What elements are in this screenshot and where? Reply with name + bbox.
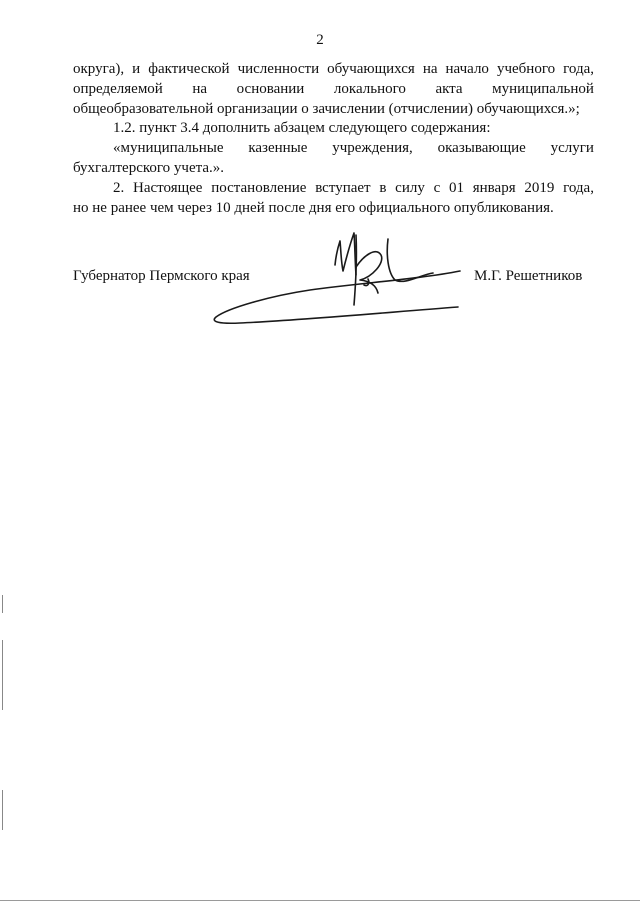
word: фактической — [148, 61, 230, 77]
word: 2019 — [524, 179, 555, 196]
word: численности — [237, 61, 320, 77]
signatory-title: Губернатор Пермского края — [73, 268, 250, 284]
word: 2. — [113, 179, 125, 196]
paragraph-3-line-2: бухгалтерского учета.». — [73, 159, 225, 176]
scan-margin-mark — [2, 595, 3, 613]
word: учебного — [496, 61, 556, 77]
word: определяемой — [73, 80, 163, 97]
word: основании — [236, 80, 305, 97]
word: локального — [333, 80, 406, 97]
word: с — [433, 179, 441, 196]
word: начало — [445, 61, 489, 77]
word: округа), — [73, 61, 125, 77]
paragraph-1-line-3: общеобразовательной организации о зачислении (отчислении) обучающихся.»; — [73, 100, 580, 117]
word: муниципальной — [492, 80, 594, 97]
word: «муниципальные — [113, 140, 224, 157]
word: и — [132, 61, 141, 77]
word: на — [192, 80, 208, 97]
paragraph-2-line-1: 1.2. пункт 3.4 дополнить абзацем следующего содержания: — [113, 120, 491, 137]
handwritten-signature — [200, 225, 480, 335]
word: силу — [395, 179, 425, 196]
paragraph-4-line-2: но не ранее чем через 10 дней после дня его официального опубликования. — [73, 199, 554, 216]
word: учреждения, — [332, 140, 413, 157]
word: января — [472, 179, 516, 196]
word: вступает — [315, 179, 371, 196]
word: года, — [563, 61, 594, 77]
word: акта — [435, 80, 463, 97]
page-bottom-edge — [0, 900, 640, 901]
word: года, — [563, 179, 594, 196]
word: постановление — [211, 179, 307, 196]
word: обучающихся — [327, 61, 415, 77]
word: Настоящее — [132, 179, 203, 196]
word: в — [379, 179, 387, 196]
word: оказывающие — [437, 140, 526, 157]
scan-margin-mark — [2, 640, 3, 710]
word: на — [422, 61, 438, 77]
signatory-name: М.Г. Решетников — [474, 268, 583, 284]
word: услуги — [550, 140, 594, 157]
page-number: 2 — [316, 32, 324, 48]
word: казенные — [248, 140, 308, 157]
word: 01 — [448, 179, 464, 196]
scan-margin-mark — [2, 790, 3, 830]
